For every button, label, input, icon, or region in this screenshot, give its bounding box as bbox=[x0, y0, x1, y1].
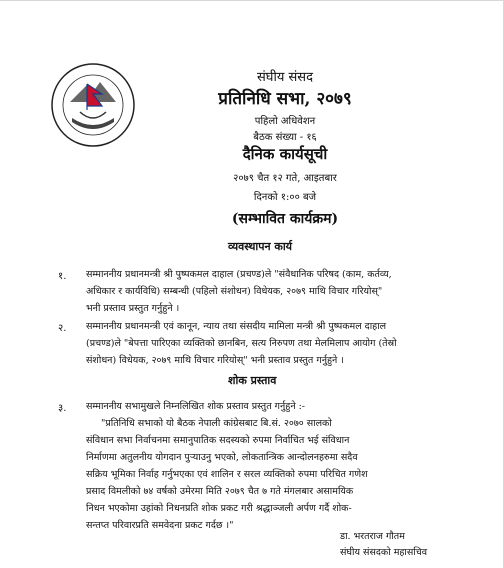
section-heading-legislative: व्यवस्थापन कार्य bbox=[228, 240, 293, 253]
quote-line: निधन भएकोमा उहांको निधनप्रति शोक प्रकट गरी श्रद्धाञ्जली अर्पण गर्दै शोक- bbox=[86, 503, 352, 514]
signatory-name: डा. भरतराज गौतम bbox=[340, 531, 405, 542]
org-name: संघीय संसद bbox=[257, 70, 313, 85]
quote-line: निर्माणमा अतुलनीय योगदान पुऱ्याउनु भएको, लोकतान्त्रिक आन्दोलनहरुमा सदैव bbox=[86, 452, 358, 463]
item-number: १. bbox=[58, 271, 67, 282]
item-line: भनी प्रस्ताव प्रस्तुत गर्नुहुने । bbox=[86, 303, 180, 314]
signatory-designation: संघीय संसदको महासचिव bbox=[340, 547, 428, 558]
quote-line: सन्तप्त परिवारप्रति समवेदना प्रकट गर्दछ ।" bbox=[86, 520, 234, 531]
item-line: सम्माननीय प्रधानमन्त्री श्री पुष्पकमल दाहाल (प्रचण्ड)ले "संवैधानिक परिषद (काम, कर्तव्य, bbox=[86, 269, 392, 280]
quote-line: संविधान सभा निर्वाचनमा समानुपातिक सदस्यको रुपमा निर्वाचित भई संविधान bbox=[86, 435, 350, 446]
quote-line: सक्रिय भूमिका निर्वाह गर्नुभएका एवं शालिन र सरल व्यक्तिको रुपमा परिचित गणेश bbox=[86, 469, 368, 480]
parliament-emblem bbox=[50, 62, 136, 148]
meeting-number: बैठक संख्या - १६ bbox=[253, 132, 317, 143]
section-heading-condolence: शोक प्रस्ताव bbox=[228, 374, 277, 387]
meeting-time: दिनको १:०० बजे bbox=[253, 192, 317, 203]
page-title: दैनिक कार्यसूची bbox=[242, 145, 328, 163]
house-name: प्रतिनिधि सभा, २०७९ bbox=[218, 89, 352, 109]
item-line: (प्रचण्ड)ले "बेपत्ता पारिएका व्यक्तिको छानबिन, सत्य निरुपण तथा मेलमिलाप आयोग (तेस्रो bbox=[86, 338, 397, 349]
meeting-date: २०७९ चैत १२ गते, आइतबार bbox=[233, 173, 337, 184]
page-border-top bbox=[0, 0, 504, 1]
item-line: अधिकार र कार्यविधि) सम्बन्धी (पहिलो संशोधन) विधेयक, २०७९ माथि विचार गरियोस्" bbox=[86, 286, 383, 297]
item-number: ३. bbox=[58, 403, 67, 414]
quote-line: प्रसाद विमलीको ७४ वर्षको उमेरमा मिति २०७९ चैत ७ गते मंगलबार असामयिक bbox=[86, 486, 354, 497]
quote-line: "प्रतिनिधि सभाको यो बैठक नेपाली कांग्रेसबाट बि.सं. २०७० सालको bbox=[101, 418, 332, 429]
item-line: सम्माननीय सभामुखले निम्नलिखित शोक प्रस्ताव प्रस्तुत गर्नुहुने :- bbox=[86, 401, 306, 412]
item-line: सम्माननीय प्रधानमन्त्री एवं कानून, न्याय तथा संसदीय मामिला मन्त्री श्री पुष्पकमल दाहाल bbox=[86, 321, 387, 332]
session-label: पहिलो अधिवेशन bbox=[254, 116, 316, 127]
item-number: २. bbox=[58, 323, 67, 334]
item-line: संशोधन) विधेयक, २०७९ माथि विचार गरियोस्" भनी प्रस्ताव प्रस्तुत गर्नुहुने । bbox=[86, 355, 344, 366]
program-label: (सम्भावित कार्यक्रम) bbox=[231, 211, 339, 227]
